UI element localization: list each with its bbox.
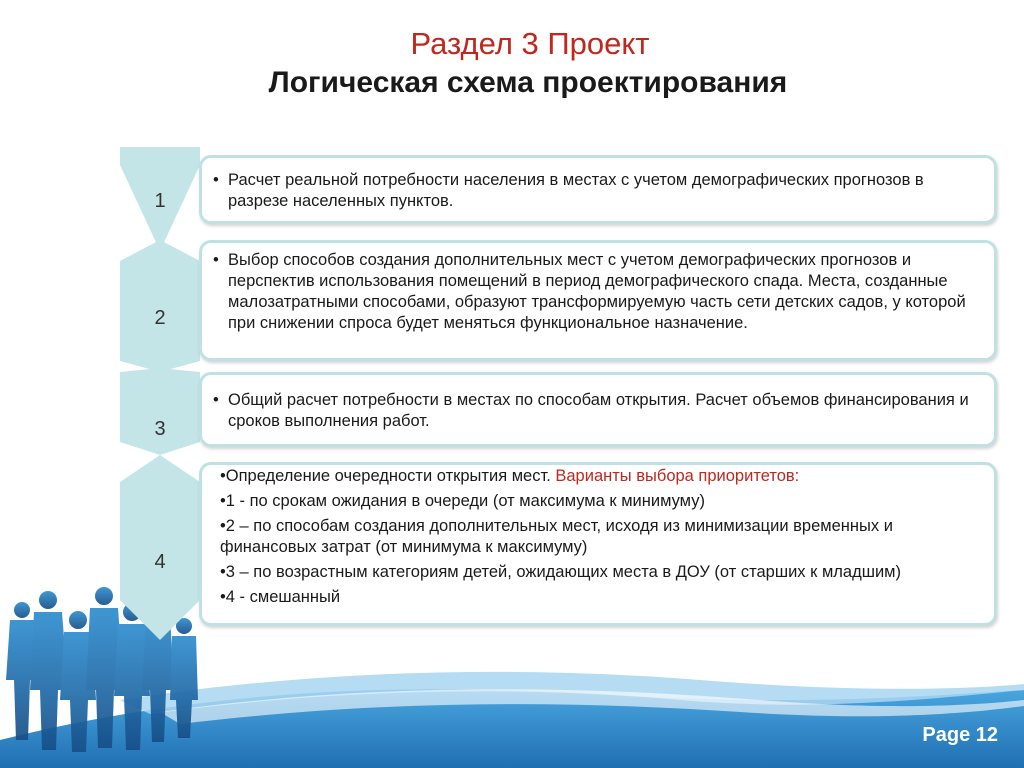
priority-option-1: •1 - по срокам ожидания в очереди (от максимума к минимуму)	[220, 492, 705, 510]
step-3-text: • Общий расчет потребности в местах по способам открытия. Расчет объемов финансирования и сроков выполнения работ.	[202, 390, 976, 432]
priority-option-4: •4 - смешанный	[220, 588, 341, 606]
step-number-4: 4	[154, 551, 166, 573]
step-chevron-4	[120, 455, 200, 640]
step-4-intro	[206, 466, 976, 487]
priority-option-2: •2 – по способам создания дополнительных мест, исходя из минимизации временных и финансовых затрат (от минимума к максимуму)	[220, 517, 893, 556]
page-number: Page 12	[922, 724, 998, 746]
step-card-1	[199, 155, 997, 224]
priority-option-3: •3 – по возрастным категориям детей, ожидающих места в ДОУ (от старших к младшим)	[220, 563, 902, 581]
step-card-4	[199, 462, 997, 626]
priority-variants-heading: Варианты выбора приоритетов:	[555, 467, 800, 485]
step-chevron-2	[120, 240, 200, 372]
step-chevron-3	[120, 368, 200, 455]
step-2-text: • Выбор способов создания дополнительных мест с учетом демографических прогнозов и перспектив использования помещений в период демографического спада. Места, созданные малозатратными способами, образуют трансформируемую часть сети детских садов, у которой при снижении спроса будет меняться функциональное назначение.	[202, 250, 976, 334]
step-card-3	[199, 372, 997, 447]
step-4-intro-text: •Определение очередности открытия мест.	[220, 467, 556, 485]
step-number-1: 1	[154, 190, 166, 212]
step-1-text: • Расчет реальной потребности населения в местах с учетом демографических прогнозов в разрезе населенных пунктов.	[202, 170, 976, 212]
step-number-3: 3	[154, 418, 166, 440]
step-card-2	[199, 240, 997, 361]
page-title: Логическая схема проектирования	[268, 66, 788, 99]
step-number-2: 2	[154, 307, 166, 329]
section-title: Раздел 3 Проект	[410, 26, 650, 61]
